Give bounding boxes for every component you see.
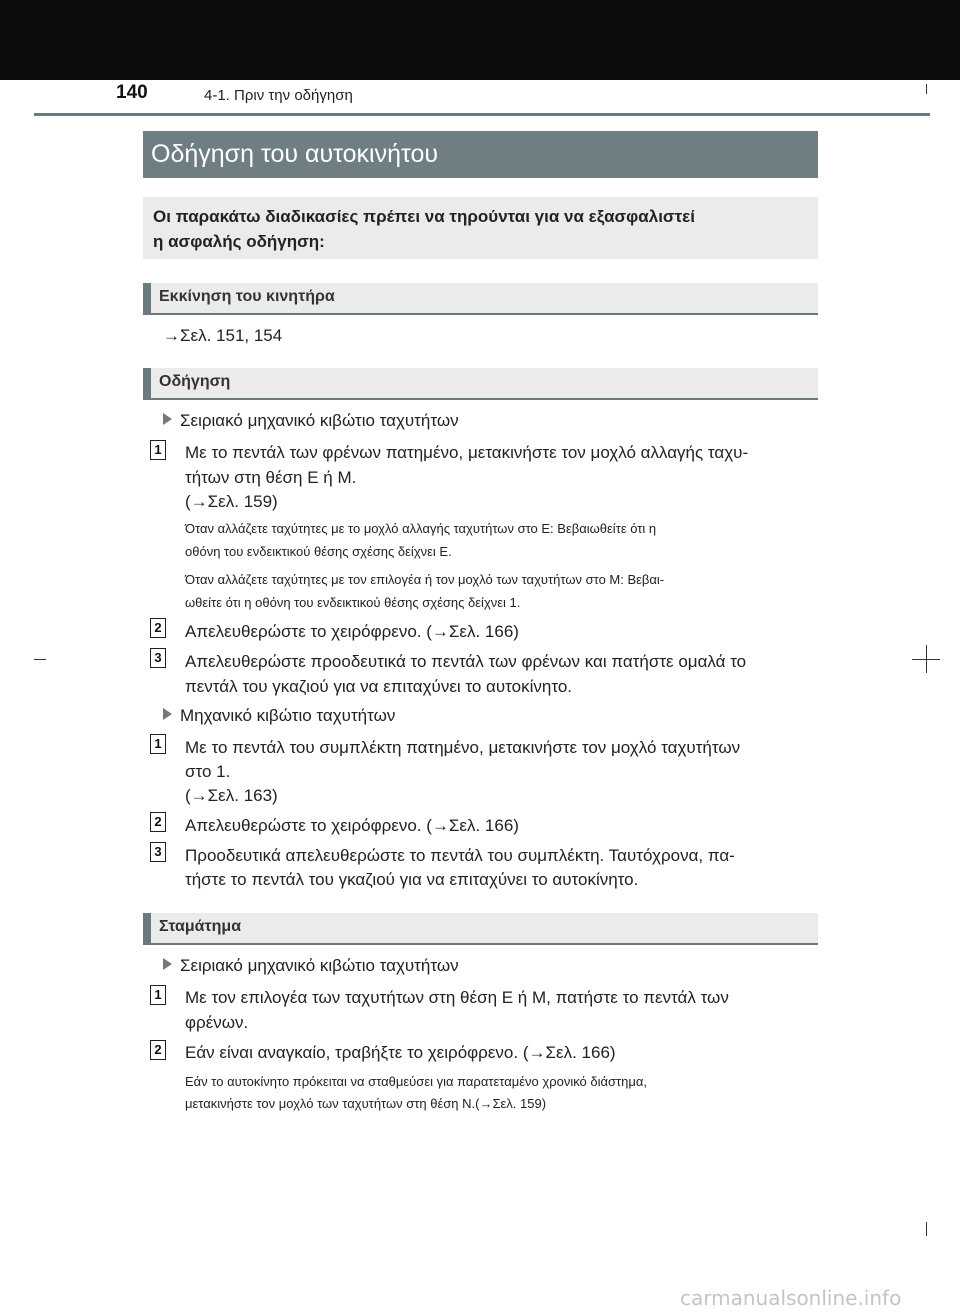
- page-title: Οδήγηση του αυτοκινήτου: [143, 131, 818, 178]
- note-text: ωθείτε ότι η οθόνη του ενδεικτικού θέσης σχέσης δείχνει 1.: [185, 595, 521, 610]
- top-black-band: [0, 0, 960, 80]
- step-text: τήτων στη θέση E ή M.: [185, 468, 357, 487]
- section-label: 4-1. Πριν την οδήγηση: [204, 87, 353, 104]
- intro-box: [143, 197, 818, 259]
- step-text: τήστε το πεντάλ του γκαζιού για να επιταχύνει το αυτοκίνητο.: [185, 870, 639, 889]
- note-text: οθόνη του ενδεικτικού θέσης σχέσης δείχνει E.: [185, 544, 452, 559]
- step-text: πεντάλ του γκαζιού για να επιταχύνει το αυτοκίνητο.: [185, 677, 572, 696]
- engine-start-ref: →Σελ. 151, 154: [163, 326, 283, 345]
- subheading-stopping: Σταμάτημα: [143, 913, 818, 945]
- step-number-badge: 1: [150, 440, 166, 460]
- step-text: Απελευθερώστε προοδευτικά το πεντάλ των φρένων και πατήστε ομαλά το: [185, 652, 747, 671]
- step-text: Εάν είναι αναγκαίο, τραβήξτε το χειρόφρενο. (→Σελ. 166): [185, 1043, 616, 1062]
- crop-mark: [34, 659, 46, 660]
- step-text: Προοδευτικά απελευθερώστε το πεντάλ του συμπλέκτη. Ταυτόχρονα, πα-: [185, 846, 735, 865]
- watermark: carmanualsonline.info: [680, 1286, 902, 1310]
- step-number-badge: 2: [150, 618, 166, 638]
- step-text: φρένων.: [185, 1013, 249, 1032]
- crop-mark: [926, 1222, 927, 1236]
- note-text: μετακινήστε τον μοχλό των ταχυτήτων στη θέση N.(→Σελ. 159): [185, 1096, 547, 1111]
- subheading-engine-start: Εκκίνηση του κινητήρα: [143, 283, 818, 315]
- step-number-badge: 3: [150, 648, 166, 668]
- triangle-bullet-icon: [163, 413, 172, 425]
- note-text: Όταν αλλάζετε ταχύτητες με το μοχλό αλλαγής ταχυτήτων στο E: Βεβαιωθείτε ότι η: [185, 521, 657, 536]
- triangle-bullet-icon: [163, 958, 172, 970]
- step-number-badge: 1: [150, 734, 166, 754]
- crop-mark: [926, 84, 927, 94]
- step-text: Απελευθερώστε το χειρόφρενο. (→Σελ. 166): [185, 816, 519, 835]
- bullet-label: Σειριακό μηχανικό κιβώτιο ταχυτήτων: [180, 956, 459, 975]
- step-number-badge: 1: [150, 985, 166, 1005]
- bullet-auto-gearbox: [163, 411, 459, 431]
- page-number: 140: [116, 82, 148, 103]
- step-text: Με τον επιλογέα των ταχυτήτων στη θέση E ή M, πατήστε το πεντάλ των: [185, 988, 729, 1007]
- step-text: Με το πεντάλ των φρένων πατημένο, μετακινήστε τον μοχλό αλλαγής ταχυ-: [185, 443, 749, 462]
- bullet-stop-gearbox: [163, 956, 459, 976]
- intro-line: Οι παρακάτω διαδικασίες πρέπει να τηρούνται για να εξασφαλιστεί: [153, 207, 695, 226]
- bullet-label: Σειριακό μηχανικό κιβώτιο ταχυτήτων: [180, 411, 459, 430]
- step-text: Απελευθερώστε το χειρόφρενο. (→Σελ. 166): [185, 622, 519, 641]
- step-ref: (→Σελ. 159): [185, 492, 278, 511]
- step-number-badge: 3: [150, 842, 166, 862]
- bullet-manual-gearbox: [163, 706, 395, 726]
- header-rule: [34, 113, 930, 116]
- step-ref: (→Σελ. 163): [185, 786, 278, 805]
- step-text: Με το πεντάλ του συμπλέκτη πατημένο, μετακινήστε τον μοχλό ταχυτήτων: [185, 738, 741, 757]
- step-text: στο 1.: [185, 762, 231, 781]
- bullet-label: Μηχανικό κιβώτιο ταχυτήτων: [180, 706, 396, 725]
- subheading-driving: Οδήγηση: [143, 368, 818, 400]
- intro-line: η ασφαλής οδήγηση:: [153, 232, 325, 251]
- step-number-badge: 2: [150, 1040, 166, 1060]
- crop-mark: [912, 659, 940, 660]
- triangle-bullet-icon: [163, 708, 172, 720]
- note-text: Όταν αλλάζετε ταχύτητες με τον επιλογέα ή τον μοχλό των ταχυτήτων στο M: Βεβαι-: [185, 572, 665, 587]
- step-number-badge: 2: [150, 812, 166, 832]
- note-text: Εάν το αυτοκίνητο πρόκειται να σταθμεύσει για παρατεταμένο χρονικό διάστημα,: [185, 1074, 648, 1089]
